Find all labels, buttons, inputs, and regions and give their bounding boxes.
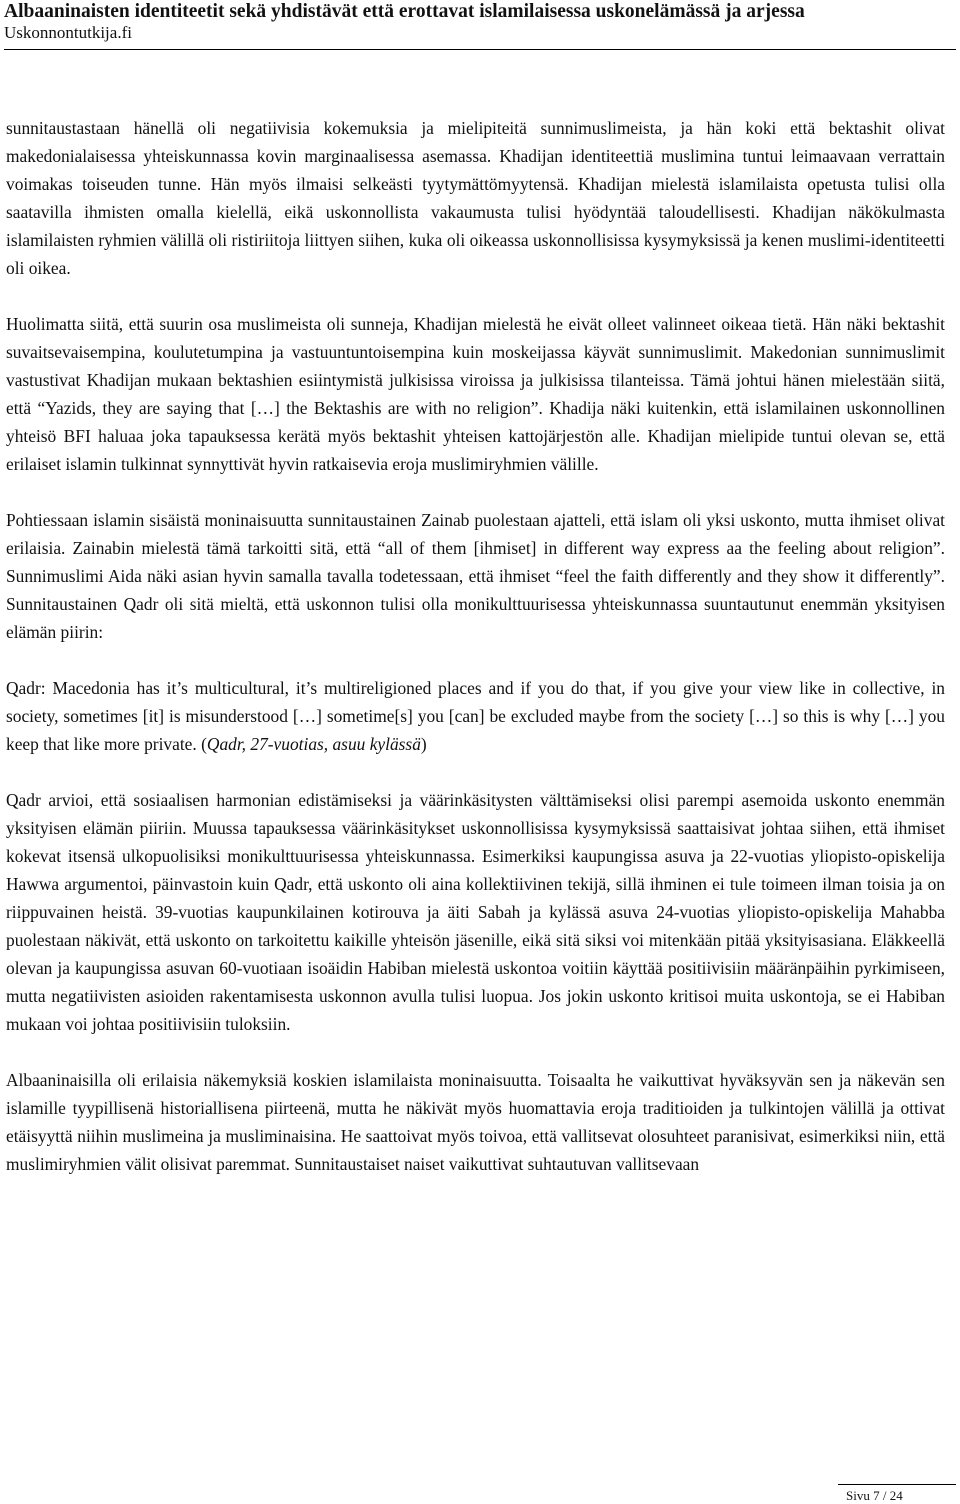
- interview-quote: [6, 674, 945, 758]
- paragraph: Huolimatta siitä, että suurin osa muslimeista oli sunneja, Khadijan mielestä he eivät olleet valinneet oikeaa tietä. Hän näki bektashit suvaitsevaisempina, koulutetumpina ja vastuuntuntoisempina kuin moskeijassa käyvät sunnimuslimit. Makedonian sunnimuslimit vastustivat Khadijan mukaan bektashien esiintymistä julkisissa viroissa ja julkisissa tilanteissa. Tämä johtui hänen mielestään siitä, että “Yazids, they are saying that […] the Bektashis are with no religion”. Khadija näki kuitenkin, että islamilainen uskonnollinen yhteisö BFI haluaa joka tapauksessa kerätä myös bektashit yhteisen kattojärjestön alle. Khadijan mielipide tuntui olevan se, että erilaiset islamin tulkinnat synnyttivät hyvin ratkaisevia eroja muslimiryhmien välille.: [6, 314, 945, 474]
- quote-close: ): [420, 734, 427, 754]
- quote-text: Qadr: Macedonia has it’s multicultural, it’s multireligioned places and if you do that, if you give your view like in collective, in society, sometimes [it] is misunderstood […] sometime[s] you [can] be excluded maybe from the society […] so this is why […] you keep that like more private. (: [6, 678, 945, 754]
- quote-source: Qadr, 27-vuotias, asuu kylässä: [206, 734, 421, 754]
- paragraph: Albaaninaisilla oli erilaisia näkemyksiä koskien islamilaista moninaisuutta. Toisaalta he vaikuttivat hyväksyvän sen ja näkevän sen islamille tyypillisenä historiallisena piirteenä, mutta he näkivät myös huomattavia eroja traditioiden ja tulkintojen välillä ja ottivat etäisyyttä niihin muslimeina ja musliminaisina. He saattoivat myös toivoa, että vallitsevat olosuhteet paranisivat, esimerkiksi niin, että muslimiryhmien välit olisivat paremmat. Sunnitaustaiset naiset vaikuttivat suhtautuvan vallitsevaan: [6, 1070, 945, 1174]
- paragraph: sunnitaustastaan hänellä oli negatiivisia kokemuksia ja mielipiteitä sunnimuslimeista, ja hän koki että bektashit olivat makedonialaisessa yhteiskunnassa kovin marginaalisessa asemassa. Khadijan identiteettiä muslimina tuntui leimaavaan verrattain voimakas toiseuden tunne. Hän myös ilmaisi selkeästi tyytymättömyytensä. Khadijan mielestä islamilaista opetusta tulisi olla saatavilla ihmisten omalla kielellä, eikä uskonnollista vakaumusta tulisi hyödyntää taloudellisesti. Khadijan näkökulmasta islamilaisten ryhmien välillä oli ristiriitoja liittyen siihen, kuka oli oikeassa uskonnollisissa kysymyksissä ja kenen muslimi-identiteetti oli oikea.: [6, 118, 945, 278]
- page-number: Sivu 7 / 24: [846, 1488, 903, 1503]
- site-name: Uskonnontutkija.fi: [4, 23, 132, 42]
- page-header: [4, 0, 956, 43]
- article-body: [6, 114, 945, 1178]
- paragraph: Qadr arvioi, että sosiaalisen harmonian edistämiseksi ja väärinkäsitysten välttämiseksi olisi parempi asemoida uskonto enemmän yksityisen elämän piiriin. Muussa tapauksessa väärinkäsitykset uskonnollisissa kysymyksissä saattaisivat johtaa siihen, että ihmiset kokevat itsensä ulkopuolisiksi monikulttuurisessa yhteiskunnassa. Esimerkiksi kaupungissa asuva ja 22-vuotias yliopisto-opiskelija Hawwa argumentoi, päinvastoin kuin Qadr, että uskonto oli aina kollektiivinen tekijä, sillä ihminen ei tule toimeen ilman toisia ja on riippuvainen heistä. 39-vuotias kaupunkilainen kotirouva ja äiti Sabah ja kylässä asuva 24-vuotias yliopisto-opiskelija Mahabba puolestaan näkivät, että uskonto on tarkoitettu kaikille yhteisön jäsenille, eikä sitä siksi voi mitenkään pitää yksityisasiana. Eläkkeellä olevan ja kaupungissa asuvan 60-vuotiaan isoäidin Habiban mielestä uskontoa voitiin käyttää positiivisiin määränpäihin pyrkimiseen, mutta negatiivisten asioiden rakentamisesta uskonnon avulla tulisi luopua. Jos jokin uskonto kritisoi muita uskontoja, se ei Habiban mukaan voi johtaa positiivisiin tuloksiin.: [6, 790, 945, 1034]
- paragraph: Pohtiessaan islamin sisäistä moninaisuutta sunnitaustainen Zainab puolestaan ajatteli, että islam oli yksi uskonto, mutta ihmiset olivat erilaisia. Zainabin mielestä tämä tarkoitti sitä, että “all of them [ihmiset] in different way express aa the feeling about religion”. Sunnimuslimi Aida näki asian hyvin samalla tavalla todetessaan, että ihmiset “feel the faith differently and they show it differently”. Sunnitaustainen Qadr oli sitä mieltä, että uskonnon tulisi olla monikulttuurisessa yhteiskunnassa suuntautunut enemmän yksityisen elämän piirin:: [6, 510, 945, 642]
- footer-divider: [838, 1484, 956, 1485]
- document-title: Albaaninaisten identiteetit sekä yhdistävät että erottavat islamilaisessa uskonelämässä ja arjessa: [4, 1, 805, 22]
- header-divider: [4, 49, 956, 50]
